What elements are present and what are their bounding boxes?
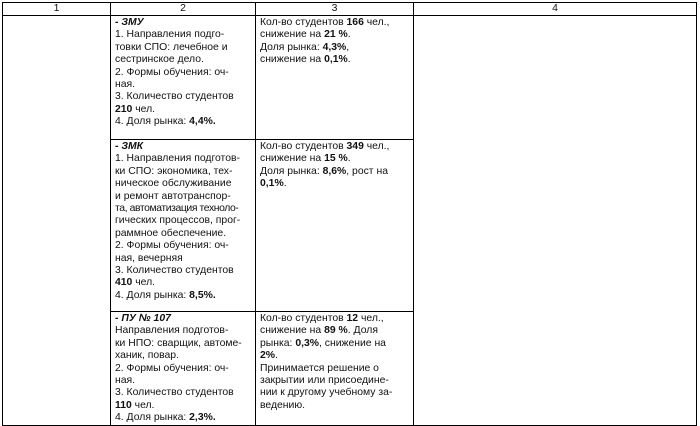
- students-value: 210: [115, 103, 133, 115]
- decline-prefix: снижение на: [260, 29, 325, 41]
- share-value: 2,3%.: [189, 412, 216, 424]
- desc-line: ная, вечерняя: [115, 252, 183, 264]
- share-value: 0,3%: [295, 337, 319, 349]
- change-line: [260, 350, 409, 362]
- students-count-prefix: Кол-во студентов: [260, 17, 347, 28]
- students-line: [115, 277, 251, 289]
- share-line: [260, 166, 409, 178]
- desc-line: 3. Количество студентов: [115, 91, 234, 103]
- change-value: 0,1%: [324, 54, 348, 66]
- note-line: нии к другому учебному за-: [260, 387, 393, 399]
- dynamics-cell: [256, 140, 414, 312]
- decline-prefix: снижение на: [260, 153, 325, 165]
- desc-line: раммное обеспечение.: [115, 227, 227, 239]
- students-line: [115, 104, 251, 116]
- desc-line: 3. Количество студентов: [115, 387, 234, 399]
- share-value: 8,6%: [322, 165, 347, 177]
- share-value: 8,5%.: [189, 289, 216, 301]
- desc-line: ки НПО: сварщик, автоме-: [115, 337, 242, 349]
- share-prefix: 4. Доля рынка:: [115, 412, 190, 424]
- change-line: [260, 178, 409, 190]
- share-prefix: 4. Доля рынка:: [115, 289, 190, 301]
- note-line: закрытии или присоедине-: [260, 375, 389, 387]
- share-suffix: , снижение на: [319, 337, 386, 349]
- share-suffix: , рост на: [346, 165, 388, 177]
- decline-suffix: .: [347, 29, 351, 41]
- desc-line: Направления подготов-: [115, 325, 229, 337]
- desc-line: ная.: [115, 79, 136, 91]
- share-prefix: рынка:: [260, 337, 296, 349]
- students-unit: чел.: [132, 277, 156, 289]
- students-count-value: 349: [346, 141, 364, 152]
- change-suffix: .: [283, 178, 287, 190]
- share-suffix: ,: [346, 41, 350, 53]
- share-prefix: Доля рынка:: [260, 41, 323, 53]
- desc-line: 2. Формы обучения: оч-: [115, 240, 229, 252]
- students-count-value: 166: [346, 17, 364, 28]
- students-count-unit: чел.,: [363, 17, 390, 28]
- decline-value: 21 %: [324, 29, 348, 41]
- change-suffix: .: [275, 350, 278, 362]
- institution-cell: [111, 312, 256, 426]
- students-line: [115, 400, 251, 412]
- note-line: ведению.: [260, 399, 306, 411]
- students-unit: чел.: [131, 399, 155, 411]
- students-count-line: [260, 313, 409, 325]
- table-row: [3, 16, 697, 140]
- institution-name: - ПУ № 107: [115, 313, 171, 324]
- students-count-unit: чел.,: [358, 313, 384, 324]
- data-table: [2, 2, 697, 426]
- desc-line: 3. Количество студентов: [115, 265, 234, 277]
- students-value: 110: [115, 399, 132, 411]
- header-row: [3, 3, 697, 16]
- col4-cell: [414, 16, 697, 426]
- decline-value: 89 %: [324, 325, 348, 337]
- decline-prefix: снижение на: [260, 325, 325, 337]
- change-prefix: снижение на: [260, 54, 325, 66]
- header-col-2: 2: [111, 3, 256, 16]
- students-count-value: 12: [346, 313, 359, 324]
- header-col-3: 3: [256, 3, 414, 16]
- decline-line: [260, 29, 409, 41]
- decline-suffix: . Доля: [347, 325, 378, 337]
- institution-cell: [111, 140, 256, 312]
- header-col-1: 1: [3, 3, 111, 16]
- share-line: [115, 116, 251, 128]
- change-line: [260, 54, 409, 66]
- decline-value: 15 %: [324, 153, 348, 165]
- students-value: 410: [115, 277, 133, 289]
- institution-name: - ЗМК: [115, 141, 144, 152]
- decline-suffix: .: [347, 153, 351, 165]
- header-col-4: 4: [414, 3, 697, 16]
- students-unit: чел.: [132, 103, 156, 115]
- dynamics-cell: [256, 16, 414, 140]
- desc-line: ная.: [115, 375, 136, 387]
- students-count-unit: чел.,: [363, 141, 390, 152]
- desc-line: ническое обслуживание: [115, 178, 232, 190]
- share-prefix: 4. Доля рынка:: [115, 116, 190, 128]
- desc-line: 2. Формы обучения: оч-: [115, 66, 229, 78]
- change-value: 0,1%: [260, 178, 284, 190]
- institution-cell: [111, 16, 256, 140]
- desc-line: товки СПО: лечебное и: [115, 41, 228, 53]
- share-value: 4,4%.: [189, 116, 216, 128]
- document-page: [2, 2, 696, 424]
- share-prefix: Доля рынка:: [260, 165, 323, 177]
- desc-line: и ремонт автотранспор-: [115, 190, 231, 202]
- students-count-line: [260, 141, 409, 153]
- desc-line: ки СПО: экономика, тех-: [115, 165, 233, 177]
- decline-line: [260, 325, 409, 337]
- institution-name: - ЗМУ: [115, 17, 144, 28]
- share-line: [260, 338, 409, 350]
- change-suffix: .: [347, 54, 351, 66]
- students-count-prefix: Кол-во студентов: [260, 313, 347, 324]
- share-value: 4,3%: [322, 41, 347, 53]
- change-value: 2%: [260, 350, 276, 362]
- decline-line: [260, 153, 409, 165]
- share-line: [260, 42, 409, 54]
- students-count-line: [260, 17, 409, 29]
- desc-line: 1. Направления подго-: [115, 29, 225, 41]
- note-line: Принимается решение о: [260, 362, 379, 374]
- desc-line: гических процессов, прог-: [115, 215, 241, 227]
- desc-line: 1. Направления подготов-: [115, 153, 240, 165]
- dynamics-cell: [256, 312, 414, 426]
- desc-line: сестринское дело.: [115, 54, 204, 66]
- desc-line: 2. Формы обучения: оч-: [115, 362, 229, 374]
- desc-line: ханик, повар.: [115, 350, 179, 362]
- desc-line: та, автоматизация техноло-: [115, 203, 239, 215]
- students-count-prefix: Кол-во студентов: [260, 141, 347, 152]
- col1-cell: [3, 16, 111, 426]
- share-line: [115, 290, 251, 302]
